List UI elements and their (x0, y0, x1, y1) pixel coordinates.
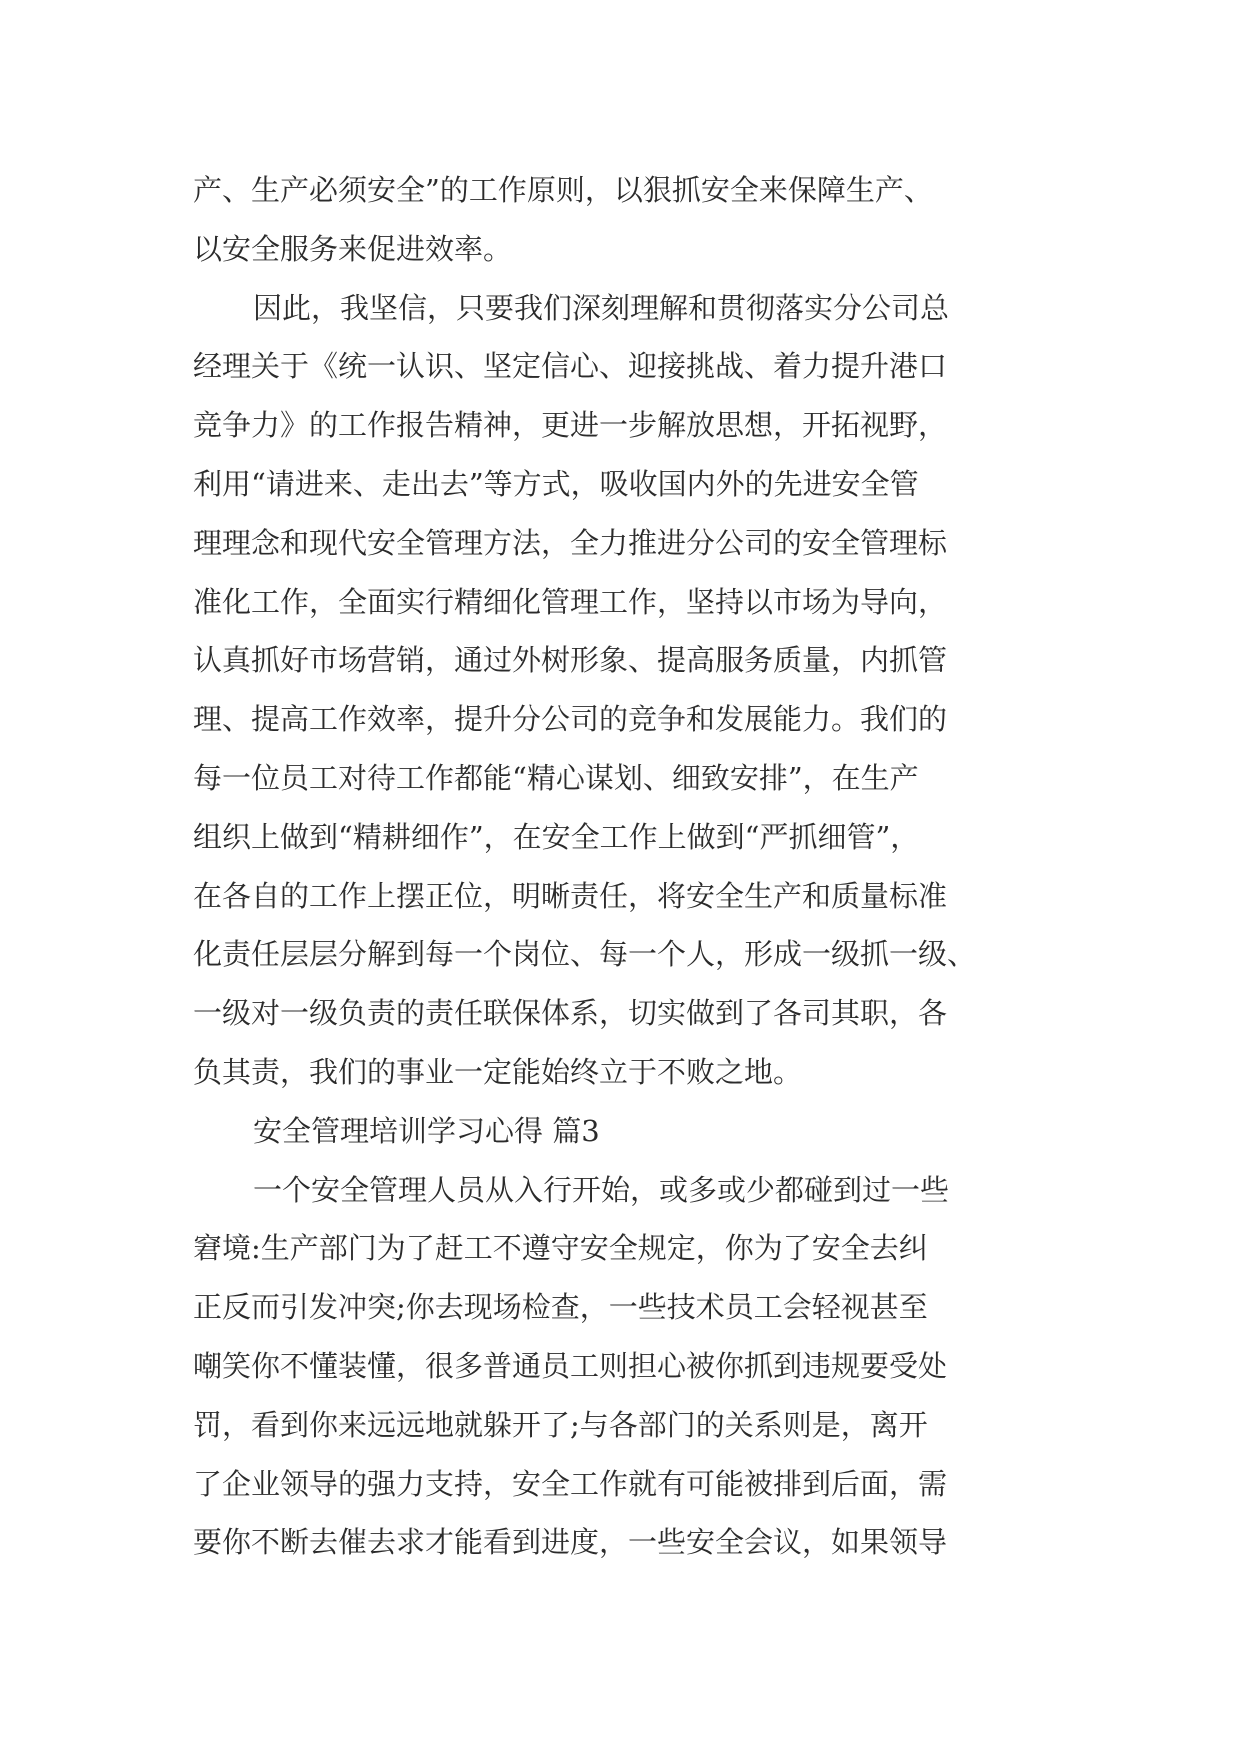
paragraph-start-line: 因此，我坚信，只要我们深刻理解和贯彻落实分公司总 (253, 290, 950, 325)
section-heading: 安全管理培训学习心得 篇3 (253, 1113, 600, 1148)
text-line: 负其责，我们的事业一定能始终立于不败之地。 (193, 1054, 803, 1089)
text-line: 一级对一级负责的责任联保体系，切实做到了各司其职，各 (193, 996, 948, 1031)
text-line: 在各自的工作上摆正位，明晰责任，将安全生产和质量标准 (193, 878, 948, 913)
text-line: 罚，看到你来远远地就躲开了;与各部门的关系则是，离开 (193, 1407, 928, 1442)
text-line: 组织上做到“精耕细作”，在安全工作上做到“严抓细管”， (193, 819, 920, 854)
text-line: 要你不断去催去求才能看到进度，一些安全会议，如果领导 (193, 1525, 948, 1560)
paragraph-start-line: 一个安全管理人员从入行开始，或多或少都碰到过一些 (253, 1172, 950, 1207)
text-line: 正反而引发冲突;你去现场检查，一些技术员工会轻视甚至 (193, 1290, 928, 1325)
text-line: 利用“请进来、走出去”等方式，吸收国内外的先进安全管 (193, 466, 919, 501)
document-body (193, 161, 1053, 1572)
text-line: 了企业领导的强力支持，安全工作就有可能被排到后面，需 (193, 1466, 948, 1501)
text-line: 产、生产必须安全”的工作原则，以狠抓安全来保障生产、 (193, 173, 933, 207)
text-line: 认真抓好市场营销，通过外树形象、提高服务质量，内抓管 (193, 643, 948, 678)
text-line: 理理念和现代安全管理方法，全力推进分公司的安全管理标 (193, 525, 948, 560)
text-line: 以安全服务来促进效率。 (193, 231, 513, 266)
text-line: 经理关于《统一认识、坚定信心、迎接挑战、着力提升港口 (193, 349, 948, 384)
text-line: 理、提高工作效率，提升分公司的竞争和发展能力。我们的 (193, 702, 948, 737)
text-line: 准化工作，全面实行精细化管理工作，坚持以市场为导向， (193, 584, 948, 619)
text-line: 竞争力》的工作报告精神，更进一步解放思想，开拓视野， (193, 408, 948, 443)
text-line: 每一位员工对待工作都能“精心谋划、细致安排”，在生产 (193, 760, 919, 795)
text-line: 化责任层层分解到每一个岗位、每一个人，形成一级抓一级、 (193, 937, 977, 972)
text-line: 窘境:生产部门为了赶工不遵守安全规定，你为了安全去纠 (193, 1231, 928, 1266)
text-line: 嘲笑你不懂装懂，很多普通员工则担心被你抓到违规要受处 (193, 1348, 948, 1383)
